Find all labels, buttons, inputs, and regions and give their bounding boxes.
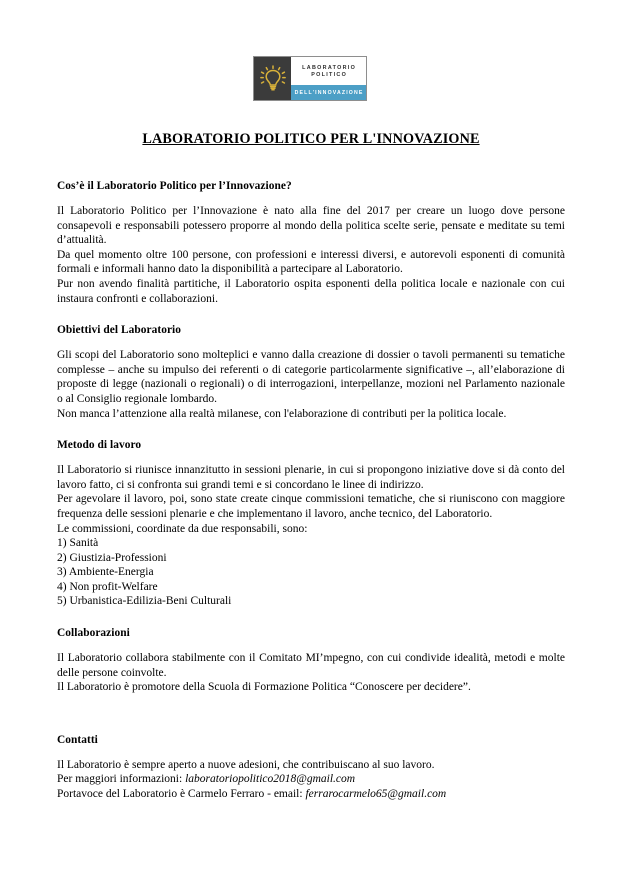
list-item: 3) Ambiente-Energia [57,566,154,579]
lightbulb-icon [260,64,286,94]
paragraph: Il Laboratorio collabora stabilmente con il Comitato MI’mpegno, con cui condivide idealità, metodi e molte delle persone coinvolte. [57,652,565,679]
list-item: 2) Giustizia-Professioni [57,551,167,564]
contact-spokesperson-email[interactable]: ferrarocarmelo65@gmail.com [305,788,447,801]
logo-container [0,56,620,101]
section-contatti [57,733,565,802]
section-collaborazioni [57,626,565,695]
section-heading: Contatti [57,733,98,746]
section-heading: Obiettivi del Laboratorio [57,324,182,337]
logo-icon-panel [254,57,291,100]
paragraph: Il Laboratorio si riunisce innanzitutto in sessioni plenarie, in cui si propongono iniziative dove si dà conto del lavoro fatto, ci si confronta sui grandi temi e si concordano le linee di indirizzo. [57,464,565,491]
contact-info-email[interactable]: laboratoriopolitico2018@gmail.com [185,773,356,786]
section-metodo-di-lavoro [57,438,565,609]
paragraph: Il Laboratorio Politico per l’Innovazione è nato alla fine del 2017 per creare un luogo dove persone consapevoli e responsabili potessero proporre al mondo della politica scelte serie, pensate e meditate su temi d’attualità. [57,205,565,247]
document-content [57,131,565,819]
contact-spokesperson-label: Portavoce del Laboratorio è Carmelo Ferraro - email: [57,788,306,801]
logo-line-laboratorio: LABORATORIO [302,65,357,71]
paragraph: Da quel momento oltre 100 persone, con professioni e interessi diversi, e autorevoli esponenti di comunità formali e informali hanno dato la disponibilità a partecipare al Laboratorio. [57,248,565,276]
list-item: 1) Sanità [57,537,99,550]
contact-info-line [57,772,565,787]
laboratorio-politico-logo [253,56,367,101]
paragraph: Non manca l’attenzione alla realtà milanese, con l'elaborazione di contributi per la politica locale. [57,407,507,420]
page-title: LABORATORIO POLITICO PER L'INNOVAZIONE [142,131,480,147]
list-item: 4) Non profit-Welfare [57,580,158,593]
logo-line-dell-innovazione: DELL'INNOVAZIONE [294,89,364,96]
contact-info-label: Per maggiori informazioni: [57,773,186,786]
section-cose-il-laboratorio [57,179,565,306]
paragraph: Le commissioni, coordinate da due responsabili, sono: [57,522,308,535]
section-spacer [57,712,565,733]
section-heading: Cos’è il Laboratorio Politico per l’Innovazione? [57,180,292,192]
paragraph: Per agevolare il lavoro, poi, sono state create cinque commissioni tematiche, che si riuniscono con maggiore frequenza delle sessioni plenarie e che implementano il lavoro, anche tecnico, del Laboratorio. [57,493,565,520]
paragraph: Pur non avendo finalità partitiche, il Laboratorio ospita esponenti della politica locale e nazionale con cui instaura confronti e collaborazioni. [57,277,565,305]
list-item: 5) Urbanistica-Edilizia-Beni Culturali [57,595,232,608]
logo-line-politico: POLITICO [311,72,348,78]
logo-wordmark [291,57,366,85]
section-obiettivi-del-laboratorio [57,323,565,421]
section-heading: Metodo di lavoro [57,439,142,452]
section-heading: Collaborazioni [57,627,130,640]
paragraph: Il Laboratorio è sempre aperto a nuove adesioni, che contribuiscano al suo lavoro. [57,758,435,771]
logo-tagline-band [291,85,366,100]
contact-spokesperson-line [57,787,565,802]
logo-text-panel [291,57,366,100]
paragraph: Il Laboratorio è promotore della Scuola di Formazione Politica “Conoscere per decidere”. [57,681,471,694]
paragraph: Gli scopi del Laboratorio sono molteplici e vanno dalla creazione di dossier o tavoli permanenti su tematiche complesse – anche su impulso dei referenti o di categorie particolarmente significative –, all’elaborazione di proposte di legge (nazionali o regionali) o di interrogazioni, interpellanze, mozioni nel Parlamento nazionale o al Consiglio regionale lombardo. [57,349,565,405]
